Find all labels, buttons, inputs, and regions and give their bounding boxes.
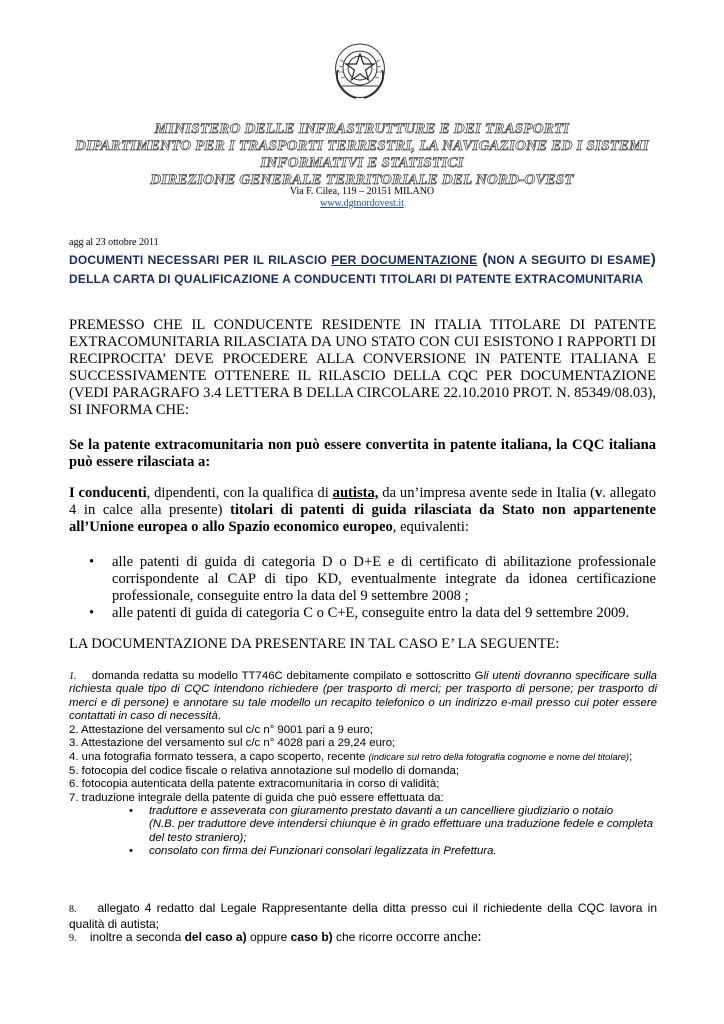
item-9-text-3: che ricorre bbox=[332, 930, 397, 944]
item-4-note: (indicare sul retro della fotografia cognome e nome del titolare) bbox=[368, 751, 630, 763]
ministry-header bbox=[60, 121, 664, 189]
title-part-2: NON A SEGUITO DI ESAME bbox=[487, 253, 651, 267]
address-text: Via F. Cilea, 119 – 20151 MILANO bbox=[289, 186, 435, 197]
autista-term: autista, bbox=[332, 485, 379, 501]
list-item bbox=[69, 845, 657, 858]
item-number: 8. bbox=[69, 904, 77, 915]
address-block bbox=[0, 186, 724, 210]
documentazione-heading: LA DOCUMENTAZIONE DA PRESENTARE IN TAL CASO E’ LA SEGUENTE: bbox=[69, 636, 560, 652]
list-item bbox=[69, 750, 657, 764]
item-7-sub-1: traduttore e asseverata con giuramento prestato davanti a un cancelliere giudiziario o notaio bbox=[149, 805, 614, 818]
ministry-line-2: DIPARTIMENTO PER I TRASPORTI TERRESTRI, LA NAVIGAZIONE ED I SISTEMI bbox=[75, 138, 649, 154]
title-underlined: PER DOCUMENTAZIONE bbox=[331, 253, 478, 267]
list-item bbox=[69, 930, 657, 946]
item-7-sub-2: consolato con firma dei Funzionari consolari legalizzata in Prefettura. bbox=[149, 845, 497, 858]
update-note: agg al 23 ottobre 2011 bbox=[69, 237, 159, 248]
bullet-icon: • bbox=[89, 554, 95, 570]
bullet-icon: • bbox=[129, 805, 133, 818]
title-part-3: DELLA CARTA DI QUALIFICAZIONE A CONDUCENTI TITOLARI DI PATENTE EXTRACOMUNITARIA bbox=[69, 272, 644, 286]
item-1-italic: li utenti dovranno specificare sulla richiesta quale tipo di CQC intendono richiedere (per trasporto di merci; per trasporto di persone; per trasporto di merci e di persone) bbox=[69, 670, 657, 709]
bullet-icon: • bbox=[129, 845, 133, 858]
italian-republic-emblem-icon bbox=[330, 40, 390, 102]
conducenti-paragraph bbox=[69, 485, 656, 536]
list-item bbox=[69, 901, 657, 931]
item-number: 1. bbox=[69, 671, 77, 682]
item-9-text-4: occorre anche: bbox=[396, 929, 482, 945]
title-part-1: DOCUMENTI NECESSARI PER IL RILASCIO bbox=[69, 253, 332, 267]
list-item: 2. Attestazione del versamento sul c/c n° 9001 pari a 9 euro; bbox=[69, 723, 374, 736]
item-9-text-1: inoltre a seconda bbox=[89, 930, 185, 944]
premesso-paragraph: PREMESSO CHE IL CONDUCENTE RESIDENTE IN ITALIA TITOLARE DI PATENTE EXTRACOMUNITARIA RILASCIATA DA UNO STATO CON CUI ESISTONO I RAPPORTI DI RECIPROCITA’ DEVE PROCEDERE ALLA CONVERSIONE IN PATENTE ITALIANA E SUCCESSIVAMENTE OTTENERE IL RILASCIO DELLA CQC PER DOCUMENTAZIONE (VEDI PARAGRAFO 3.4 LETTERA B DELLA CIRCOLARE 22.10.2010 PROT. N. 85349/08.03), SI INFORMA CHE: bbox=[69, 317, 656, 418]
bullet-icon: • bbox=[89, 605, 95, 621]
list-item bbox=[69, 670, 657, 724]
item-9-bold-2: caso b) bbox=[290, 930, 333, 944]
ministry-line-4: DIREZIONE GENERALE TERRITORIALE DEL NORD-OVEST bbox=[150, 172, 574, 188]
list-item bbox=[69, 554, 656, 605]
list-item: 7. traduzione integrale della patente di guida che può essere effettuata da: bbox=[69, 791, 444, 804]
document-title bbox=[69, 250, 656, 289]
list-item: 5. fotocopia del codice fiscale o relativa annotazione sul modello di domanda; bbox=[69, 764, 460, 777]
bullet-text: alle patenti di guida di categoria D o D+E e di certificato di abilitazione professionale corrispondente al CAP di tipo KD, eventualmente integrate da idonea certificazione professionale, conseguite entro la data del 9 settembre 2008 ; bbox=[112, 554, 656, 604]
list-item bbox=[69, 805, 657, 818]
bullet-text: alle patenti di guida di categoria C o C+E, conseguite entro la data del 9 settembre 2009. bbox=[112, 605, 630, 621]
ministry-line-3: INFORMATIVI E STATISTICI bbox=[260, 155, 464, 171]
item-1-text-2: e bbox=[168, 696, 184, 709]
item-4-end: ; bbox=[629, 751, 633, 764]
item-number: 9. bbox=[69, 933, 77, 944]
translator-note: (N.B. per traduttore deve intendersi chiunque è in grado effettuare una traduzione fedele e completa del testo straniero); bbox=[149, 818, 654, 844]
se-paragraph: Se la patente extracomunitaria non può essere convertita in patente italiana, la CQC italiana può essere rilasciata a: bbox=[69, 437, 656, 470]
conducenti-bold-2: titolari di patenti di guida rilasciata da Stato non appartenente all’Unione europea o allo Spazio economico europeo bbox=[69, 502, 656, 535]
conducenti-text-3: . allegato 4 in calce alla presente) bbox=[69, 485, 656, 518]
list-item bbox=[69, 605, 656, 622]
bullet-list bbox=[69, 554, 656, 622]
item-1-italic-2: annotare su tale modello un recapito telefonico o un indirizzo e-mail presso cui poter essere contattati in caso di necessità bbox=[69, 696, 657, 723]
conducenti-v: v bbox=[595, 485, 603, 501]
item-8-text: allegato 4 redatto dal Legale Rappresentante della ditta presso cui il richiedente della CQC lavora in qualità di autista; bbox=[69, 901, 657, 931]
title-paren-close: ) bbox=[650, 251, 656, 268]
documents-list bbox=[69, 670, 657, 859]
item-4-text: 4. una fotografia formato tessera, a capo scoperto, recente bbox=[69, 751, 369, 764]
list-item: 3. Attestazione del versamento sul c/c n° 4028 pari a 29,24 euro; bbox=[69, 737, 396, 750]
item-1-end: . bbox=[217, 710, 221, 723]
list-item: 6. fotocopia autenticata della patente extracomunitaria in corso di validità; bbox=[69, 778, 440, 791]
title-paren-open: ( bbox=[477, 251, 488, 268]
conducenti-text-4: , equivalenti: bbox=[392, 519, 469, 535]
conducenti-bold: I conducenti bbox=[69, 485, 147, 501]
conducenti-text-2: da un’impresa avente sede in Italia ( bbox=[378, 485, 596, 501]
item-1-text: domanda redatta su modello TT746C debitamente compilato e sottoscritto G bbox=[91, 670, 484, 682]
ministry-line-1: MINISTERO DELLE INFRASTRUTTURE E DEI TRASPORTI bbox=[154, 121, 570, 137]
conducenti-text-1: , dipendenti, con la qualifica di bbox=[146, 485, 333, 501]
item-9-bold-1: del caso a) bbox=[184, 930, 247, 944]
website-link[interactable]: www.dgtnordovest.it bbox=[320, 198, 404, 209]
item-9-text-2: oppure bbox=[246, 930, 291, 944]
